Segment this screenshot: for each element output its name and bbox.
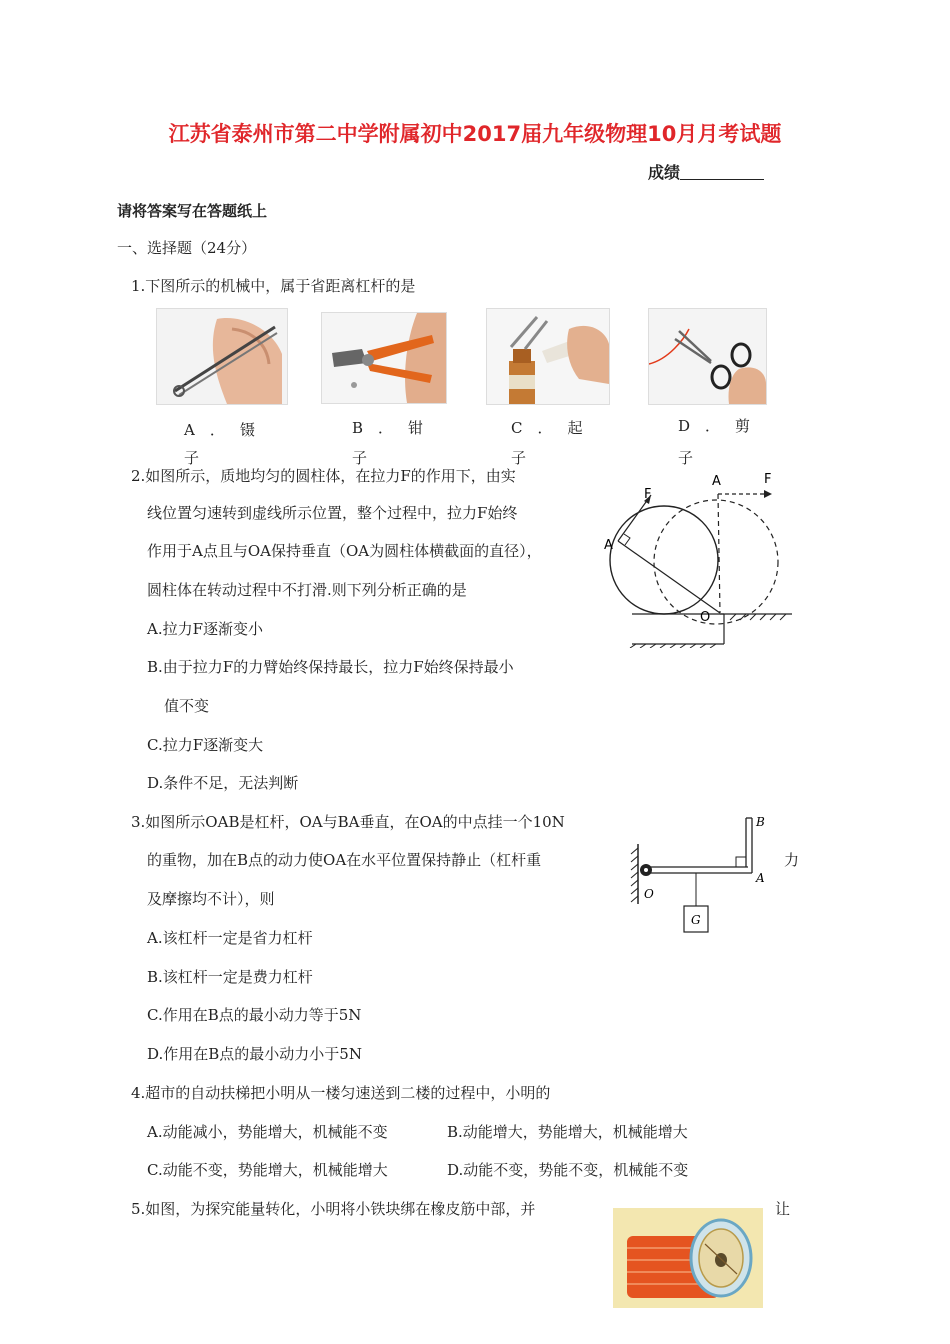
- q1-option-a: A．镊: [184, 421, 270, 439]
- instruction: 请将答案写在答题纸上: [117, 202, 268, 220]
- q3-line-1: 3.如图所示OAB是杠杆，OA与BA垂直，在OA的中点挂一个10N: [131, 813, 565, 831]
- q4-option-c: C.动能不变，势能增大，机械能增大: [147, 1161, 388, 1179]
- q1-option-c: C．起: [511, 419, 598, 437]
- q2-line-4: 圆柱体在转动过程中不打滑.则下列分析正确的是: [147, 581, 467, 599]
- q2-option-b-cont: 值不变: [164, 697, 210, 715]
- q2-option-c: C.拉力F逐渐变大: [147, 736, 264, 754]
- q2-option-a: A.拉力F逐渐变小: [147, 620, 264, 638]
- score-label: 成绩: [648, 163, 681, 182]
- lever-diagram: [628, 810, 773, 940]
- point-a-label-2: A: [712, 474, 721, 489]
- rolling-can-photo: [613, 1208, 763, 1308]
- q1-stem: 1.下图所示的机械中，属于省距离杠杆的是: [131, 277, 416, 295]
- q1-option-b-tail: 子: [352, 449, 368, 467]
- q2-line-1: 2.如图所示，质地均匀的圆柱体，在拉力F的作用下，由实: [131, 467, 516, 485]
- score-blank: [680, 163, 764, 180]
- q2-line-2: 线位置匀速转到虚线所示位置，整个过程中，拉力F始终: [147, 504, 518, 522]
- q1-option-b: B．钳: [352, 419, 439, 437]
- q3-line-2-tail: 力: [784, 851, 800, 869]
- q1-option-d: D．剪: [678, 417, 766, 435]
- tweezers-photo: [156, 308, 288, 405]
- point-o-label: O: [644, 887, 654, 901]
- q1-option-c-tail: 子: [511, 449, 527, 467]
- q2-option-d: D.条件不足，无法判断: [147, 774, 299, 792]
- bottle-opener-photo: [486, 308, 610, 405]
- q3-option-a: A.该杠杆一定是省力杠杆: [147, 929, 313, 947]
- score-field: [648, 160, 764, 183]
- q3-line-3: 及摩擦均不计），则: [147, 890, 275, 908]
- q4-stem: 4.超市的自动扶梯把小明从一楼匀速送到二楼的过程中，小明的: [131, 1084, 551, 1102]
- q3-option-d: D.作用在B点的最小动力小于5N: [147, 1045, 362, 1063]
- page-title: 江苏省泰州市第二中学附属初中2017届九年级物理10月月考试题: [168, 122, 782, 146]
- q1-option-d-tail: 子: [678, 449, 694, 467]
- q1-option-a-tail: 子: [184, 449, 200, 467]
- force-label-2: F: [764, 472, 772, 487]
- weight-g-label: G: [691, 913, 701, 927]
- point-o-label: O: [700, 610, 711, 625]
- q3-line-2: 的重物，加在B点的动力使OA在水平位置保持静止（杠杆重: [147, 851, 542, 869]
- q4-option-a: A.动能减小，势能增大，机械能不变: [147, 1123, 388, 1141]
- q2-line-3: 作用于A点且与OA保持垂直（OA为圆柱体横截面的直径），: [147, 542, 542, 560]
- q4-option-d: D.动能不变，势能不变，机械能不变: [447, 1161, 689, 1179]
- q4-option-b: B.动能增大，势能增大，机械能增大: [447, 1123, 688, 1141]
- point-a-label: A: [756, 871, 765, 885]
- q3-option-b: B.该杠杆一定是费力杠杆: [147, 968, 313, 986]
- q3-option-c: C.作用在B点的最小动力等于5N: [147, 1006, 362, 1024]
- section-heading: 一、选择题（24分）: [117, 239, 257, 257]
- force-label-1: F: [644, 487, 652, 502]
- q5-stem-tail: 让: [775, 1200, 791, 1218]
- q5-stem: 5.如图，为探究能量转化，小明将小铁块绑在橡皮筋中部，并: [131, 1200, 536, 1218]
- point-a-label-1: A: [604, 538, 613, 553]
- cylinder-rotation-diagram: [596, 468, 806, 648]
- q2-option-b: B.由于拉力F的力臂始终保持最长，拉力F始终保持最小: [147, 658, 514, 676]
- scissors-photo: [648, 308, 767, 405]
- pliers-photo: [321, 312, 447, 404]
- point-b-label: B: [756, 815, 765, 829]
